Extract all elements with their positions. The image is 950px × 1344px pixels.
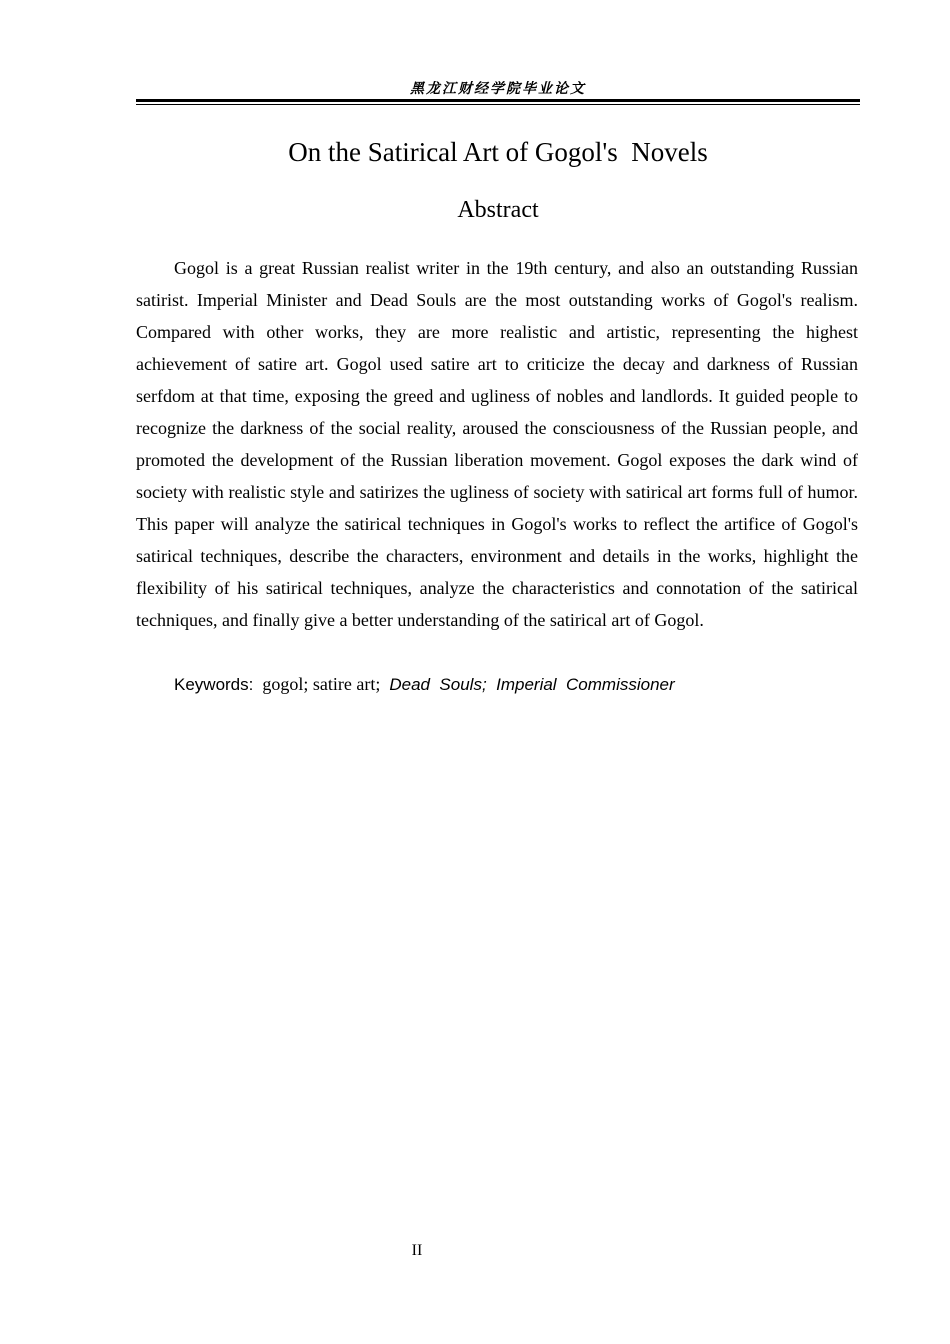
abstract-heading: Abstract (457, 197, 539, 223)
abstract-paragraph: Gogol is a great Russian realist writer in the 19th century, and also an outstanding Russian satirist. Imperial Minister and Dead Souls are the most outstanding works of Gogol's realism. Compared with other works, they are more realistic and artistic, representing the highest achievement of satire art. Gogol used satire art to criticize the decay and darkness of Russian serfdom at that time, exposing the greed and ugliness of nobles and landlords. It guided people to recognize the darkness of the social reality, aroused the consciousness of the Russian people, and promoted the development of the Russian liberation movement. Gogol exposes the dark wind of society with realistic style and satirizes the ugliness of society with satirical art forms full of humor. This paper will analyze the satirical techniques in Gogol's works to reflect the artifice of Gogol's satirical techniques, describe the characters, environment and details in the works, highlight the flexibility of his satirical techniques, analyze the characteristics and connotation of the satirical techniques, and finally give a better understanding of the satirical art of Gogol. (136, 258, 858, 630)
page-number: II (411, 1242, 423, 1259)
keywords-plain: gogol; satire art; (262, 674, 381, 694)
keywords-label: Keywords: (174, 675, 254, 694)
paper-title: On the Satirical Art of Gogol's Novels (288, 137, 708, 167)
keywords-line (174, 668, 675, 701)
header-rule-thick (136, 99, 860, 102)
header-rule-thin (136, 104, 860, 105)
keywords-italic: Dead Souls; Imperial Commissioner (389, 675, 675, 694)
running-header: 黑龙江财经学院毕业论文 (410, 81, 586, 97)
